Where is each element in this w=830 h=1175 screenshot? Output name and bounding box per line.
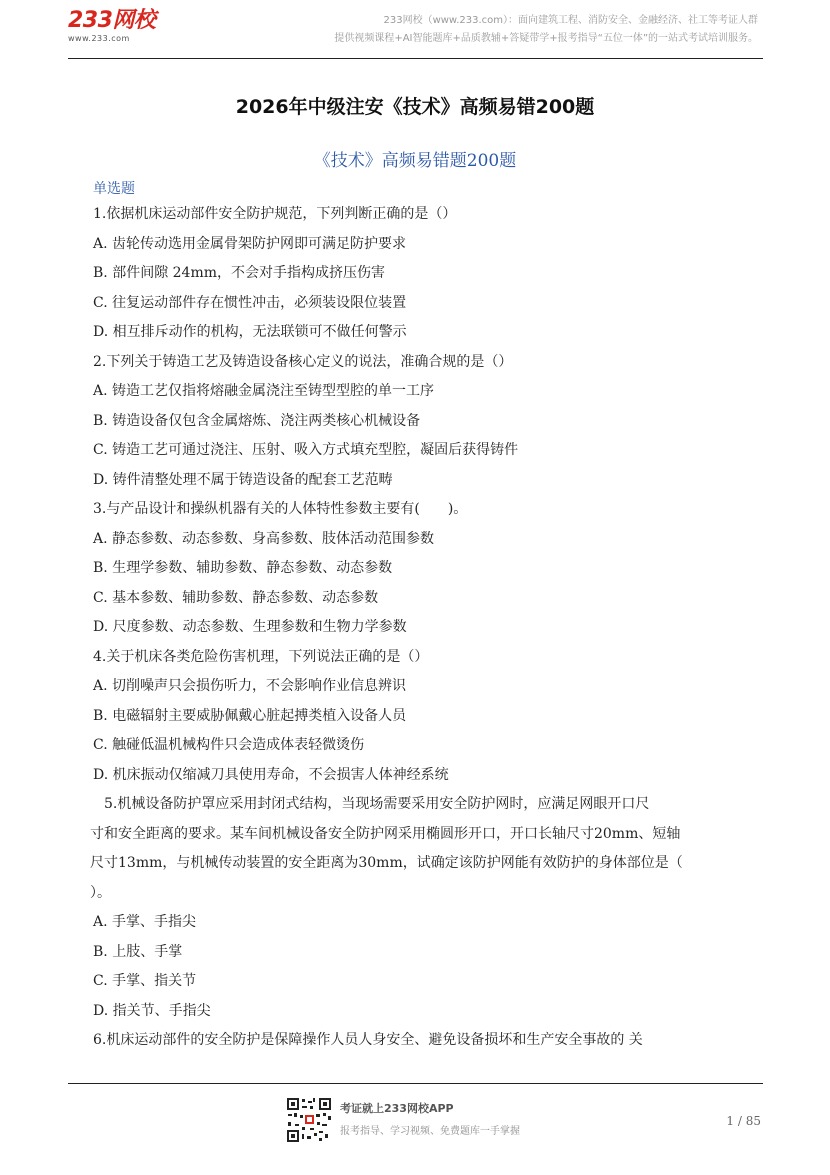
option-line: A. 切削噪声只会损伤听力，不会影响作业信息辨识 [93, 678, 407, 694]
header-desc-line: 233网校（www.233.com）：面向建筑工程、消防安全、金融经济、社工等考证人群 [383, 15, 758, 26]
text-line: ）。 [90, 884, 111, 901]
option-line: B. 铸造设备仅包含金属熔炼、浇注两类核心机械设备 [93, 412, 421, 429]
option-line: D. 尺度参数、动态参数、生理参数和生物力学参数 [93, 619, 407, 635]
option-line: B. 部件间隙 24mm，不会对手指构成挤压伤害 [93, 265, 386, 281]
option-line: A. 手掌、手指尖 [93, 914, 197, 930]
header-desc-line: 提供视频课程+AI智能题库+品质教辅+答疑带学+报考指导“五位一体”的一站式考试培训服务。 [334, 33, 758, 44]
header-divider [68, 58, 763, 59]
text-line: 尺寸13mm，与机械传动装置的安全距离为30mm，试确定该防护网能有效防护的身体部位是（ [90, 855, 683, 871]
option-line: A. 铸造工艺仅指将熔融金属浇注至铸型型腔的单一工序 [93, 383, 435, 399]
page-header [0, 0, 830, 60]
option-line: C. 铸造工艺可通过浇注、压射、吸入方式填充型腔，凝固后获得铸件 [93, 442, 519, 458]
option-line: D. 相互排斥动作的机构，无法联锁可不做任何警示 [93, 324, 407, 340]
option-line: C. 往复运动部件存在惯性冲击，必须装设限位装置 [93, 294, 407, 311]
text-line: 5.机械设备防护罩应采用封闭式结构，当现场需要采用安全防护网时，应满足网眼开口尺 [90, 796, 650, 812]
option-line: A. 齿轮传动选用金属骨架防护网即可满足防护要求 [93, 235, 407, 252]
document-subtitle: 《技术》高频易错题200题 [313, 151, 517, 171]
option-line: B. 上肢、手掌 [93, 943, 183, 960]
logo-url: www.233.com [68, 34, 130, 43]
page-number: 1 / 85 [726, 1114, 761, 1128]
text-line: 寸和安全距离的要求。某车间机械设备安全防护网采用椭圆形开口，开口长轴尺寸20mm、短轴 [90, 825, 681, 842]
option-line: B. 生理学参数、辅助参数、静态参数、动态参数 [93, 560, 393, 576]
option-line: C. 基本参数、辅助参数、静态参数、动态参数 [93, 589, 379, 606]
question-5-stem [90, 790, 765, 908]
option-line: D. 指关节、手指尖 [93, 1002, 211, 1019]
text-line: 3.与产品设计和操纵机器有关的人体特性参数主要有( )。 [93, 501, 468, 517]
option-line: C. 触碰低温机械构件只会造成体表轻微烫伤 [93, 737, 365, 753]
option-line: A. 静态参数、动态参数、身高参数、肢体活动范围参数 [93, 530, 435, 547]
option-line: C. 手掌、指关节 [93, 973, 197, 989]
question-content [90, 200, 773, 1056]
text-line: 2.下列关于铸造工艺及铸造设备核心定义的说法，准确合规的是（） [93, 353, 513, 370]
option-line: D. 铸件清整处理不属于铸造设备的配套工艺范畴 [93, 471, 393, 488]
footer-title: 考证就上233网校APP [340, 1102, 454, 1115]
logo[interactable] [68, 8, 168, 48]
footer-subtitle: 报考指导、学习视频、免费题库一手掌握 [340, 1126, 520, 1137]
header-description [334, 12, 758, 48]
option-line: D. 机床振动仅缩减刀具使用寿命，不会损害人体神经系统 [93, 766, 449, 783]
footer-divider [68, 1083, 763, 1084]
option-line: B. 电磁辐射主要威胁佩戴心脏起搏类植入设备人员 [93, 707, 407, 724]
text-line: 1.依据机床运动部件安全防护规范，下列判断正确的是（） [93, 206, 457, 222]
text-line: 6.机床运动部件的安全防护是保障操作人员人身安全、避免设备损坏和生产安全事故的 关 [93, 1032, 643, 1048]
text-line: 4.关于机床各类危险伤害机理，下列说法正确的是（） [93, 648, 429, 665]
logo-text: 233网校 [68, 8, 156, 33]
document-title: 2026年中级注安《技术》高频易错200题 [235, 96, 595, 118]
qr-code-icon[interactable] [286, 1097, 332, 1143]
section-heading: 单选题 [93, 181, 135, 197]
